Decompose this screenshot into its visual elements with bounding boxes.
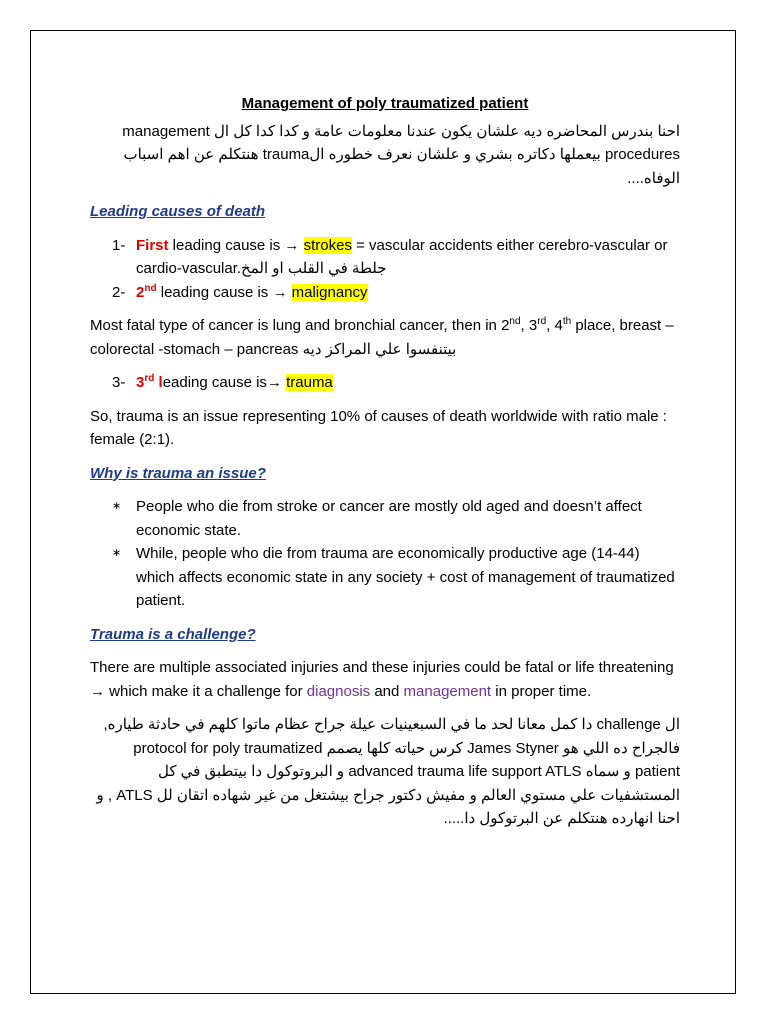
arabic-note: بيتنفسوا علي المراكز ديه <box>302 340 457 358</box>
highlight-trauma: trauma <box>286 374 333 391</box>
document-title: Management of poly traumatized patient <box>241 95 529 112</box>
arabic-note: جلطة في القلب او المخ <box>241 260 387 277</box>
bullet-icon: ∗ <box>112 500 122 512</box>
cause-item-2 <box>90 281 680 305</box>
causes-list <box>90 234 680 305</box>
first-label: First <box>136 236 169 254</box>
diagnosis-term: diagnosis <box>306 682 371 700</box>
cause-item-3 <box>90 371 680 395</box>
cancer-paragraph: Most fatal type of cancer is lung and bronchial cancer, then in 2nd, 3rd, 4th place, breast – colorectal -stomach – pancreas بيتنفسوا علي المراكز ديه <box>90 316 674 358</box>
trauma-statistic-paragraph: So, trauma is an issue representing 10% of causes of death worldwide with ratio male : female (2:1). <box>90 407 667 448</box>
item-number: 3- <box>112 374 126 391</box>
management-term: management <box>403 682 492 700</box>
bullet-item: ∗ While, people who die from trauma are economically productive age (14-44) which affects economic state in any society + cost of management of traumatized patient. <box>90 542 680 613</box>
ordinal: 2nd <box>136 282 157 301</box>
intro-arabic-line-1: احنا بندرس المحاضره ديه علشان يكون عندنا معلومات عامة و كدا كدا كل ال management <box>122 122 680 140</box>
causes-list-continued <box>90 371 680 395</box>
heading-challenge: Trauma is a challenge? <box>90 625 256 643</box>
heading-leading-causes: Leading causes of death <box>90 203 266 220</box>
item-number: 2- <box>112 283 126 301</box>
bullet-icon: ∗ <box>112 547 122 559</box>
highlight-malignancy: malignancy <box>291 283 368 301</box>
bullet-item: ∗ People who die from stroke or cancer are mostly old aged and doesn’t affect economic state. <box>90 495 680 542</box>
intro-arabic-line-2: procedures بيعملها دكاتره بشري و علشان نعرف خطوره الtrauma هنتكلم عن اهم اسباب الوفاه.... <box>123 146 680 187</box>
arabic-atls-paragraph: ال challenge دا كمل معانا لحد ما في السبعينيات عيلة جراح عظام ماتوا كلهم في حادثة طياره, فالجراح ده اللي هو James Styner كرس حياته كلها يصمم protocol for poly traumatized patient و سماه advanced trauma life support ATLS و البروتوكول دا بيتطبق في كل المستشفيات علي مستوي العالم و مفيش دكتور جراح بيشتغل من غير شهاده اتقان لل ATLS , و احنا انهارده هنتكلم عن البرتوكول دا..... <box>96 716 680 827</box>
item-text: = vascular accidents either cerebro-vascular or cardio-vascular. <box>136 236 668 277</box>
item-text: leading cause is → <box>168 236 304 254</box>
item-number: 1- <box>112 236 126 254</box>
cause-item-1 <box>90 234 680 281</box>
document-body <box>90 92 680 841</box>
item-text: eading cause is→ <box>162 374 287 391</box>
issue-bullets <box>90 495 680 613</box>
challenge-paragraph: There are multiple associated injuries and these injuries could be fatal or life threatening → which make it a challenge for diagnosis and management in proper time. <box>90 659 674 700</box>
highlight-strokes: strokes <box>303 236 352 254</box>
ordinal: 3rd l <box>136 373 163 391</box>
item-text: leading cause is → <box>156 283 292 301</box>
heading-why-issue: Why is trauma an issue? <box>90 464 266 482</box>
